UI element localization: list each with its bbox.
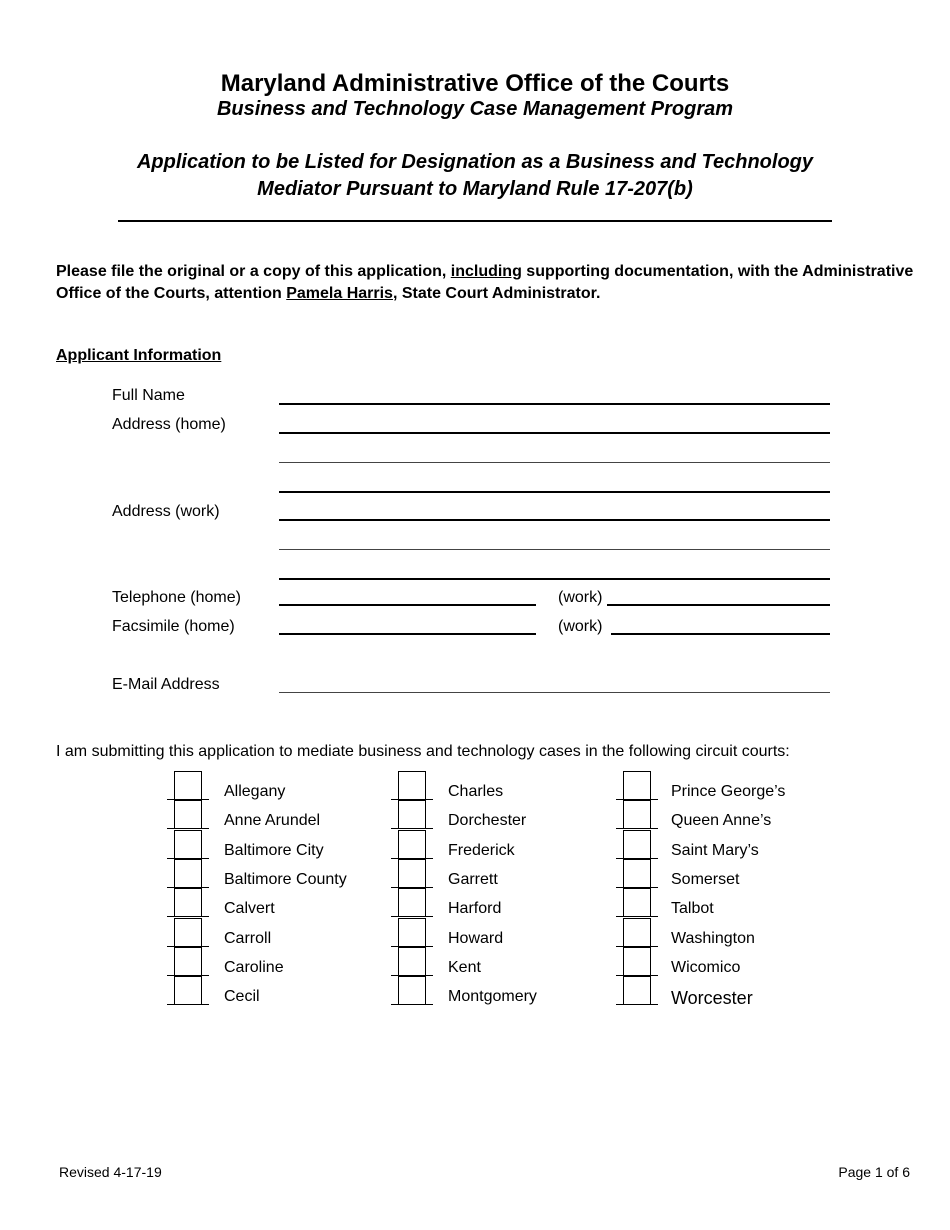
checkbox-carroll[interactable] xyxy=(174,918,202,946)
telephone-home-label: Telephone (home) xyxy=(112,589,241,606)
address-work-field-line3[interactable] xyxy=(279,578,830,580)
checkbox-howard[interactable] xyxy=(398,918,426,946)
revised-date: Revised 4-17-19 xyxy=(59,1164,162,1180)
full-name-label: Full Name xyxy=(112,387,185,404)
county-label-queen-anne-s: Queen Anne’s xyxy=(671,812,772,830)
county-label-wicomico: Wicomico xyxy=(671,958,741,976)
checkbox-saint-mary-s[interactable] xyxy=(623,830,651,858)
form-title-line1: Application to be Listed for Designation as a Business and Technology xyxy=(136,151,813,173)
county-label-howard: Howard xyxy=(448,929,504,947)
county-label-calvert: Calvert xyxy=(224,900,275,918)
email-field[interactable] xyxy=(279,692,830,693)
county-label-caroline: Caroline xyxy=(224,958,284,976)
county-label-saint-mary-s: Saint Mary’s xyxy=(671,841,759,859)
filing-instructions xyxy=(56,261,916,305)
checkbox-wicomico[interactable] xyxy=(623,947,651,975)
courts-statement: I am submitting this application to mediate business and technology cases in the following circuit courts: xyxy=(56,743,790,760)
page-subtitle: Business and Technology Case Management Program xyxy=(216,98,734,120)
address-home-field-line3[interactable] xyxy=(279,491,830,493)
instr-text-2: supporting documentation, with the Administrative Office of the Courts, attention xyxy=(56,263,914,302)
page-title: Maryland Administrative Office of the Courts xyxy=(220,70,730,97)
checkbox-kent[interactable] xyxy=(398,947,426,975)
checkbox-caroline[interactable] xyxy=(174,947,202,975)
county-label-charles: Charles xyxy=(448,783,504,800)
checkbox-garrett[interactable] xyxy=(398,859,426,887)
telephone-work-label: (work) xyxy=(558,589,603,606)
checkbox-talbot[interactable] xyxy=(623,888,651,916)
county-label-garrett: Garrett xyxy=(448,870,498,888)
email-label: E-Mail Address xyxy=(112,676,220,693)
checkbox-dorchester[interactable] xyxy=(398,800,426,828)
county-label-somerset: Somerset xyxy=(671,870,740,888)
checkbox-anne-arundel[interactable] xyxy=(174,800,202,828)
address-work-field-line2[interactable] xyxy=(279,549,830,550)
checkbox-baseline xyxy=(616,1004,658,1005)
checkbox-washington[interactable] xyxy=(623,918,651,946)
header-divider xyxy=(118,220,832,222)
county-label-harford: Harford xyxy=(448,900,502,918)
checkbox-cecil[interactable] xyxy=(174,976,202,1004)
county-label-dorchester: Dorchester xyxy=(448,812,527,830)
instr-underline-name: Pamela Harris xyxy=(286,285,393,302)
address-home-field-line2[interactable] xyxy=(279,462,830,463)
county-label-carroll: Carroll xyxy=(224,929,272,947)
county-label-baltimore-county: Baltimore County xyxy=(224,870,347,888)
checkbox-baseline xyxy=(391,1004,433,1005)
county-label-allegany: Allegany xyxy=(224,783,286,800)
facsimile-work-field[interactable] xyxy=(611,633,830,635)
form-title-line2: Mediator Pursuant to Maryland Rule 17-207(b) xyxy=(257,178,693,200)
checkbox-prince-george-s[interactable] xyxy=(623,771,651,799)
checkbox-baltimore-city[interactable] xyxy=(174,830,202,858)
checkbox-allegany[interactable] xyxy=(174,771,202,799)
checkbox-baltimore-county[interactable] xyxy=(174,859,202,887)
county-label-talbot: Talbot xyxy=(671,900,714,918)
page-number: Page 1 of 6 xyxy=(838,1164,910,1180)
county-label-anne-arundel: Anne Arundel xyxy=(224,812,321,830)
telephone-home-field[interactable] xyxy=(279,604,536,606)
instr-text-3: , State Court Administrator. xyxy=(392,285,601,302)
checkbox-harford[interactable] xyxy=(398,888,426,916)
checkbox-frederick[interactable] xyxy=(398,830,426,858)
county-label-kent: Kent xyxy=(448,958,481,976)
checkbox-worcester[interactable] xyxy=(623,976,651,1004)
checkbox-charles[interactable] xyxy=(398,771,426,799)
facsimile-work-label: (work) xyxy=(558,618,603,635)
full-name-field[interactable] xyxy=(279,403,830,405)
address-work-field-line1[interactable] xyxy=(279,519,830,521)
facsimile-home-field[interactable] xyxy=(279,633,536,635)
checkbox-calvert[interactable] xyxy=(174,888,202,916)
county-label-worcester: Worcester xyxy=(671,988,753,1009)
county-label-washington: Washington xyxy=(671,929,755,947)
applicant-info-heading: Applicant Information xyxy=(56,347,222,364)
telephone-work-field[interactable] xyxy=(607,604,830,606)
checkbox-montgomery[interactable] xyxy=(398,976,426,1004)
facsimile-home-label: Facsimile (home) xyxy=(112,618,235,635)
address-work-label: Address (work) xyxy=(112,503,220,520)
address-home-field-line1[interactable] xyxy=(279,432,830,434)
county-label-cecil: Cecil xyxy=(224,988,260,1006)
instr-text-1: Please file the original or a copy of this application, xyxy=(56,263,451,280)
instr-underline-including: including xyxy=(450,263,522,280)
checkbox-somerset[interactable] xyxy=(623,859,651,887)
form-title xyxy=(0,149,950,203)
county-label-prince-george-s: Prince George’s xyxy=(671,783,786,800)
checkbox-queen-anne-s[interactable] xyxy=(623,800,651,828)
county-label-montgomery: Montgomery xyxy=(448,988,537,1006)
county-label-frederick: Frederick xyxy=(448,841,515,859)
checkbox-baseline xyxy=(167,1004,209,1005)
county-label-baltimore-city: Baltimore City xyxy=(224,841,324,859)
address-home-label: Address (home) xyxy=(112,416,226,433)
